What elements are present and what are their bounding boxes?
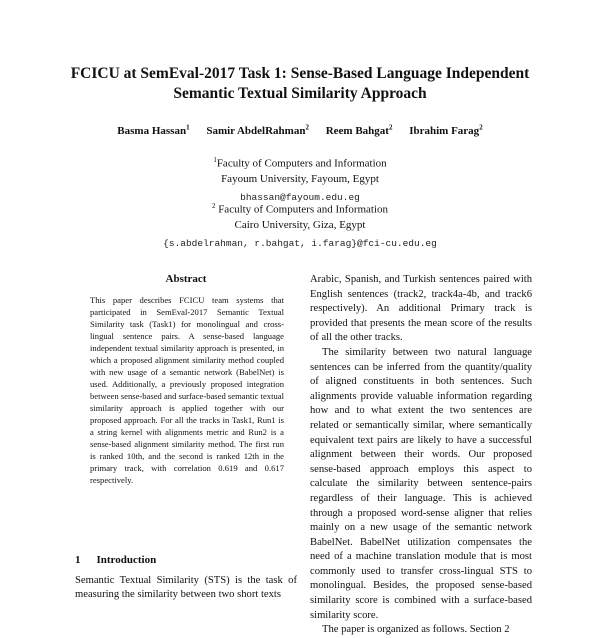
affiliation-1-email: bhassan@fayoum.edu.eg bbox=[240, 191, 360, 203]
affiliation-1-line1: Faculty of Computers and Information bbox=[216, 157, 387, 170]
title-line-2: Semantic Textual Similarity Approach bbox=[173, 85, 427, 102]
right-paragraph-2: The similarity between two natural language sentences can be inferred from the quantity/quality of aligned constituents in both sentences. Such alignments provide valuable information regarding how and to what extent the two sentences are related or semantically similar, where semantically equivalent text pairs are likely to have a successful alignment between their words. Our proposed sense-based approach employs this aspect to calculate the similarity between sentence-pairs regardless of their language. This is achieved through a proposed word-sense aligner that relies mainly on a new usage of the semantic network BabelNet. BabelNet utilization compensates the need of a machine translation module that is most commonly used to transfer cross-lingual STS to monolingual. Besides, the proposed sense-based similarity score is combined with a surface-based similarity score. bbox=[310, 346, 532, 621]
abstract-heading: Abstract bbox=[165, 273, 207, 285]
affiliation-1-sup: 1 bbox=[213, 156, 217, 164]
affiliation-2 bbox=[0, 199, 600, 251]
section-title: Introduction bbox=[96, 554, 157, 566]
affiliation-1 bbox=[0, 153, 600, 205]
author-2: Samir AbdelRahman$^2$ bbox=[206, 123, 309, 137]
abstract-text: This paper describes FCICU team systems that participated in SemEval-2017 Semantic Textual Similarity task (Task1) for monolingual and cross-lingual sentence pairs. A sense-based language independent textual similarity approach is presented, in which a proposed alignment similarity method coupled with new usage of a semantic network (BabelNet) is used. Additionally, a previously proposed integration between sense-based and surface-based semantic textual similarity approach is applied together with our proposed approach. For all the tracks in Task1, Run1 is a string kernel with alignments metric and Run2 is a sense-based alignment similarity method. The first run is ranked 10th, and the second is ranked 12th in the primary track, with correlation 0.619 and 0.617 respectively. bbox=[90, 295, 284, 485]
right-paragraph-1: Arabic, Spanish, and Turkish sentences paired with English sentences (track2, track4a-4b, and track6 respectively). An additional Primary track is provided that presents the mean score of the results of all the other tracks. bbox=[310, 274, 532, 344]
title-line-1: FCICU at SemEval-2017 Task 1: Sense-Based Language Independent bbox=[70, 65, 530, 82]
affiliation-1-line2: Fayoum University, Fayoum, Egypt bbox=[221, 172, 379, 185]
introduction-heading bbox=[75, 554, 156, 566]
affiliation-2-line2: Cairo University, Giza, Egypt bbox=[234, 218, 366, 231]
section-number: 1 bbox=[75, 554, 81, 566]
paper-title bbox=[0, 64, 600, 104]
right-column bbox=[310, 273, 532, 638]
right-paragraph-3: The paper is organized as follows. Section 2 bbox=[322, 624, 510, 636]
author-3: Reem Bahgat$^2$ bbox=[325, 123, 393, 137]
author-4: Ibrahim Farag$^2$ bbox=[409, 123, 483, 137]
author-1: Basma Hassan$^1$ bbox=[117, 123, 190, 137]
author-list bbox=[0, 123, 600, 137]
affiliation-2-sup: 2 bbox=[211, 202, 216, 210]
introduction-text: Semantic Textual Similarity (STS) is the task of measuring the similarity between two short texts bbox=[75, 575, 297, 600]
affiliation-2-line1: Faculty of Computers and Information bbox=[215, 203, 389, 216]
affiliation-2-email: {s.abdelrahman, r.bahgat, i.farag}@fci-cu.edu.eg bbox=[163, 237, 437, 249]
